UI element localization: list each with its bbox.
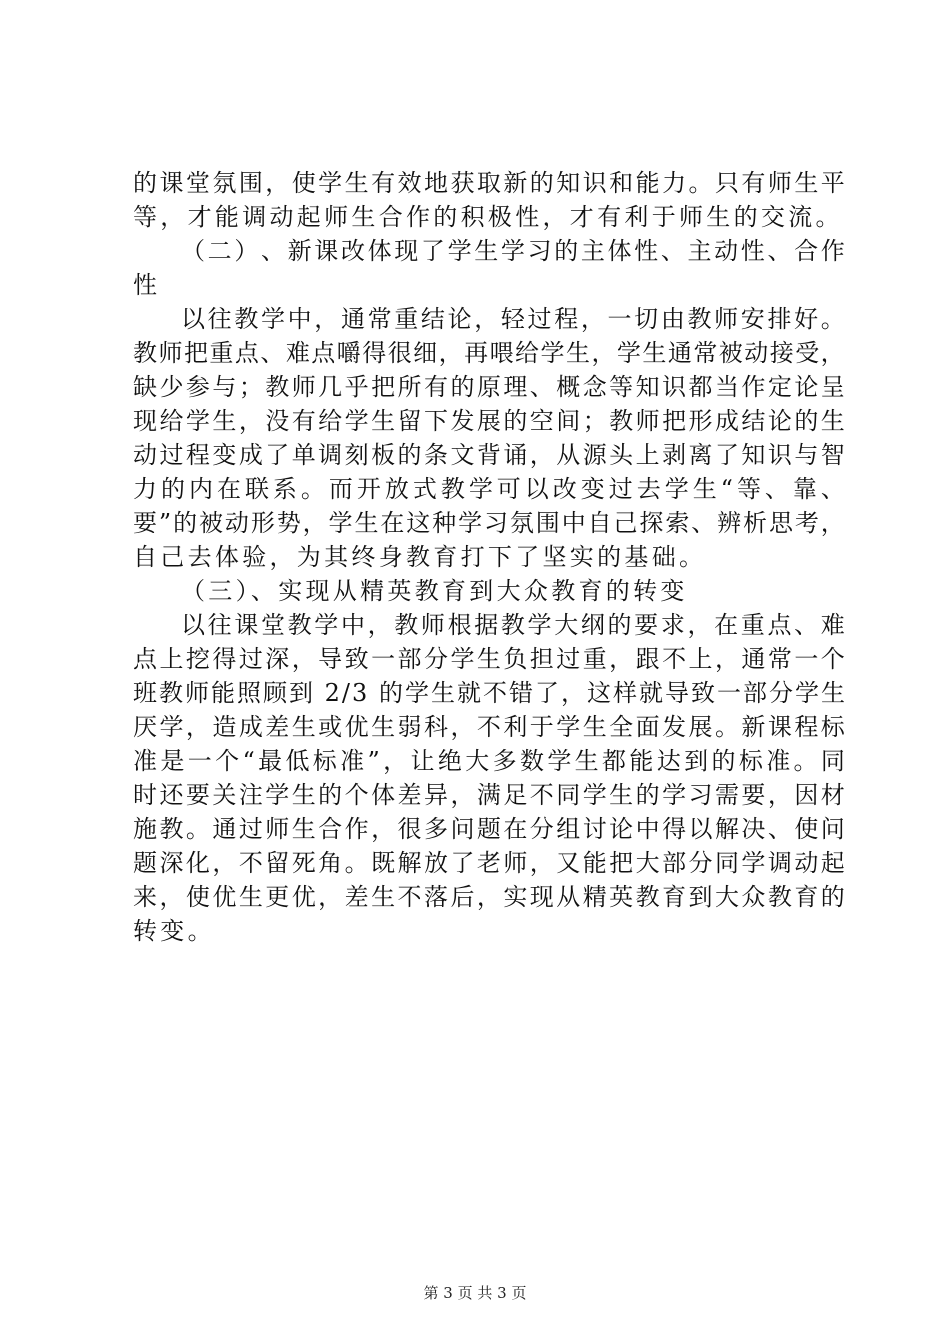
text-line-1: 的 课 堂 氛 围 ， 使 学 生 有 效 地 获 取 新 的 知 识 和 能 力 。 只 有 师 生 平 [133,169,845,197]
text-line-12: 自己去体验，为其终身教育打下了坚实的基础。 [133,543,707,571]
document-body [133,166,845,948]
text-line-11: 要 ” 的 被 动 形 势 ， 学 生 在 这 种 学 习 氛 围 中 自 己 探 索 、 辨 析 思 考 ， [133,509,845,537]
text-line-9: 动 过 程 变 成 了 单 调 刻 板 的 条 文 背 诵 ， 从 源 头 上 剥 离 了 知 识 与 智 [133,441,845,469]
text-line-18: 准 是 一 个 “ 最 低 标 准 ” ， 让 绝 大 多 数 学 生 都 能 达 到 的 标 准 。 同 [133,747,845,775]
text-line-20: 施 教 。 通 过 师 生 合 作 ， 很 多 问 题 在 分 组 讨 论 中 得 以 解 决 、 使 问 [133,815,845,843]
section-heading-3: （三）、实现从精英教育到大众教育的转变 [181,577,688,605]
text-line-6: 教 师 把 重 点 、 难 点 嚼 得 很 细 ， 再 喂 给 学 生 ， 学 生 通 常 被 动 接 受 ， [133,339,845,367]
page-number-footer: 第 3 页 共 3 页 [423,1284,527,1302]
text-line-10: 力 的 内 在 联 系 。 而 开 放 式 教 学 可 以 改 变 过 去 学 生 “ 等 、 靠 、 [133,475,845,503]
text-line-19: 时 还 要 关 注 学 生 的 个 体 差 异 ， 满 足 不 同 学 生 的 学 习 需 要 ， 因 材 [133,781,845,809]
text-line-22: 来 ， 使 优 生 更 优 ， 差 生 不 落 后 ， 实 现 从 精 英 教 育 到 大 众 教 育 的 [133,883,845,911]
text-line-21: 题 深 化 ， 不 留 死 角 。 既 解 放 了 老 师 ， 又 能 把 大 部 分 同 学 调 动 起 [133,849,845,877]
text-line-23: 转变。 [133,917,215,945]
text-line-15: 点 上 挖 得 过 深 ， 导 致 一 部 分 学 生 负 担 过 重 ， 跟 不 上 ， 通 常 一 个 [133,645,845,673]
section-heading-2: （ 二 ） 、 新 课 改 体 现 了 学 生 学 习 的 主 体 性 、 主 动 性 、 合 作 [181,237,845,265]
text-line-16: 班 教 师 能 照 顾 到 2 / 3 的 学 生 就 不 错 了 ， 这 样 就 导 致 一 部 分 学 生 [133,679,845,707]
text-line-14: 以 往 课 堂 教 学 中 ， 教 师 根 据 教 学 大 纲 的 要 求 ， 在 重 点 、 难 [181,611,845,639]
text-line-8: 现 给 学 生 ， 没 有 给 学 生 留 下 发 展 的 空 间 ； 教 师 把 形 成 结 论 的 生 [133,407,845,435]
text-line-7: 缺 少 参 与 ； 教 师 几 乎 把 所 有 的 原 理 、 概 念 等 知 识 都 当 作 定 论 呈 [133,373,845,401]
text-line-17: 厌 学 ， 造 成 差 生 或 优 生 弱 科 ， 不 利 于 学 生 全 面 发 展 。 新 课 程 标 [133,713,845,741]
section-heading-2-cont: 性 [133,271,161,299]
text-line-5: 以 往 教 学 中 ， 通 常 重 结 论 ， 轻 过 程 ， 一 切 由 教 师 安 排 好 。 [181,305,845,333]
text-line-2: 等，才能调动起师生合作的积极性，才有利于师生的交流。 [133,203,843,231]
